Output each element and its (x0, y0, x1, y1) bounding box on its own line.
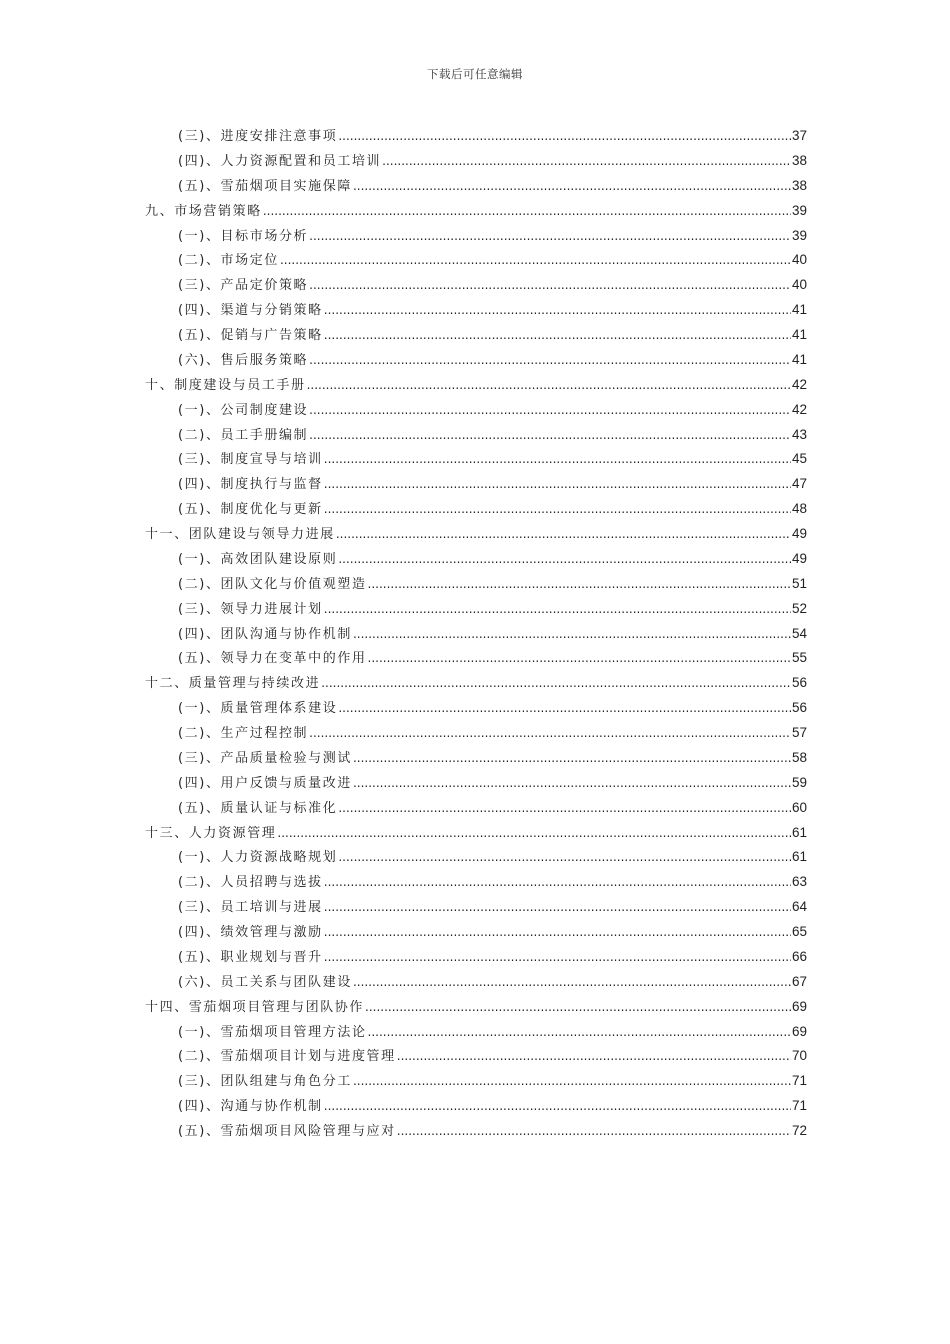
toc-dot-leader (309, 224, 791, 249)
toc-dot-leader (307, 373, 791, 398)
toc-dot-leader (324, 895, 791, 920)
toc-dot-leader (309, 348, 791, 373)
toc-entry-page-number: 58 (791, 749, 807, 765)
toc-section-entry[interactable] (145, 447, 807, 472)
toc-section-entry[interactable] (145, 298, 807, 323)
toc-section-entry[interactable] (145, 895, 807, 920)
toc-entry-page-number: 41 (791, 327, 807, 342)
toc-entry-page-number: 38 (791, 152, 807, 168)
toc-dot-leader (324, 472, 791, 497)
toc-dot-leader (368, 572, 791, 597)
toc-entry-page-number: 52 (791, 600, 807, 616)
toc-entry-page-number: 60 (791, 799, 807, 815)
toc-entry-page-number: 71 (791, 1098, 807, 1114)
toc-entry-label: (一)、公司制度建设 (178, 402, 309, 418)
toc-entry-page-number: 48 (791, 501, 807, 517)
toc-section-entry[interactable] (145, 721, 807, 746)
toc-entry-label: (四)、人力资源配置和员工培训 (178, 153, 382, 169)
toc-dot-leader (353, 970, 791, 995)
toc-section-entry[interactable] (145, 224, 807, 249)
toc-dot-leader (338, 845, 791, 870)
toc-section-entry[interactable] (145, 497, 807, 522)
toc-dot-leader (324, 298, 791, 323)
toc-dot-leader (309, 273, 791, 298)
toc-dot-leader (353, 174, 791, 199)
toc-chapter-entry[interactable] (145, 522, 807, 547)
toc-entry-label: (二)、雪茄烟项目计划与进度管理 (178, 1049, 396, 1065)
toc-dot-leader (324, 945, 791, 970)
toc-entry-label: (三)、产品定价策略 (178, 278, 309, 294)
toc-entry-label: (五)、职业规划与晋升 (178, 949, 323, 965)
toc-dot-leader (368, 1020, 791, 1045)
toc-entry-label: 十三、人力资源管理 (145, 825, 277, 841)
toc-dot-leader (324, 497, 791, 522)
toc-entry-page-number: 69 (791, 998, 807, 1014)
toc-entry-label: (五)、雪茄烟项目实施保障 (178, 178, 352, 194)
toc-entry-label: 十一、团队建设与领导力进展 (145, 527, 335, 542)
toc-dot-leader (324, 447, 791, 472)
toc-section-entry[interactable] (145, 472, 807, 497)
toc-dot-leader (365, 995, 791, 1020)
toc-section-entry[interactable] (145, 970, 807, 995)
toc-dot-leader (397, 1044, 791, 1069)
toc-dot-leader (324, 1094, 791, 1119)
toc-dot-leader (309, 721, 791, 746)
toc-dot-leader (338, 124, 791, 149)
toc-entry-page-number: 71 (791, 1073, 807, 1089)
toc-section-entry[interactable] (145, 622, 807, 647)
toc-entry-label: (一)、雪茄烟项目管理方法论 (178, 1024, 367, 1040)
toc-entry-label: (六)、售后服务策略 (178, 352, 309, 368)
toc-section-entry[interactable] (145, 696, 807, 721)
toc-entry-label: (三)、领导力进展计划 (178, 601, 323, 617)
toc-entry-label: (三)、进度安排注意事项 (178, 129, 338, 144)
toc-entry-page-number: 49 (791, 526, 807, 541)
toc-entry-label: (二)、生产过程控制 (178, 726, 309, 741)
toc-dot-leader (280, 248, 791, 273)
toc-entry-label: (一)、目标市场分析 (178, 228, 309, 244)
toc-dot-leader (324, 920, 791, 945)
toc-entry-label: (四)、沟通与协作机制 (178, 1099, 323, 1115)
toc-section-entry[interactable] (145, 1044, 807, 1069)
toc-section-entry[interactable] (145, 273, 807, 298)
toc-section-entry[interactable] (145, 1020, 807, 1045)
toc-entry-page-number: 49 (791, 550, 807, 566)
toc-dot-leader (324, 870, 791, 895)
toc-entry-page-number: 66 (791, 948, 807, 964)
toc-entry-page-number: 69 (791, 1023, 807, 1039)
toc-entry-page-number: 54 (791, 625, 807, 641)
toc-entry-page-number: 37 (791, 128, 807, 143)
toc-entry-label: (二)、员工手册编制 (178, 427, 309, 443)
toc-entry-page-number: 41 (791, 302, 807, 318)
toc-dot-leader (353, 746, 791, 771)
toc-dot-leader (263, 199, 791, 224)
toc-entry-page-number: 40 (791, 277, 807, 293)
toc-section-entry[interactable] (145, 1119, 807, 1144)
toc-dot-leader (353, 771, 791, 796)
toc-chapter-entry[interactable] (145, 821, 807, 846)
toc-section-entry[interactable] (145, 572, 807, 597)
toc-entry-label: (五)、领导力在变革中的作用 (178, 651, 367, 667)
toc-entry-label: (五)、促销与广告策略 (178, 328, 323, 343)
toc-entry-page-number: 67 (791, 973, 807, 989)
toc-dot-leader (321, 671, 791, 696)
toc-section-entry[interactable] (145, 423, 807, 448)
toc-entry-label: (一)、质量管理体系建设 (178, 701, 338, 717)
toc-section-entry[interactable] (145, 870, 807, 895)
toc-dot-leader (324, 597, 791, 622)
toc-entry-page-number: 39 (791, 227, 807, 243)
toc-entry-page-number: 42 (791, 401, 807, 417)
toc-dot-leader (338, 547, 791, 572)
toc-section-entry[interactable] (145, 323, 807, 348)
toc-section-entry[interactable] (145, 1094, 807, 1119)
toc-chapter-entry[interactable] (145, 373, 807, 398)
toc-entry-label: 十四、雪茄烟项目管理与团队协作 (145, 999, 365, 1015)
toc-entry-page-number: 38 (791, 177, 807, 193)
toc-dot-leader (353, 1069, 791, 1094)
toc-section-entry[interactable] (145, 945, 807, 970)
page-header-note: 下载后可任意编辑 (427, 67, 523, 81)
toc-dot-leader (397, 1119, 791, 1144)
toc-entry-label: (一)、人力资源战略规划 (178, 850, 338, 866)
toc-entry-page-number: 70 (791, 1048, 807, 1064)
toc-entry-label: (四)、绩效管理与激励 (178, 925, 323, 940)
toc-entry-label: 十二、质量管理与持续改进 (145, 676, 321, 692)
toc-entry-label: (五)、制度优化与更新 (178, 502, 323, 518)
toc-dot-leader (368, 646, 791, 671)
toc-section-entry[interactable] (145, 348, 807, 373)
toc-entry-page-number: 51 (791, 575, 807, 591)
toc-entry-page-number: 47 (791, 476, 807, 492)
toc-section-entry[interactable] (145, 746, 807, 771)
toc-entry-label: (五)、质量认证与标准化 (178, 800, 338, 816)
toc-section-entry[interactable] (145, 920, 807, 945)
toc-entry-label: (四)、制度执行与监督 (178, 477, 323, 493)
toc-dot-leader (309, 423, 791, 448)
toc-entry-label: (四)、团队沟通与协作机制 (178, 626, 352, 642)
toc-section-entry[interactable] (145, 646, 807, 671)
toc-entry-label: (五)、雪茄烟项目风险管理与应对 (178, 1124, 396, 1139)
toc-entry-page-number: 40 (791, 252, 807, 268)
toc-entry-label: (四)、渠道与分销策略 (178, 303, 323, 319)
toc-entry-page-number: 39 (791, 202, 807, 218)
toc-dot-leader (338, 796, 791, 821)
toc-section-entry[interactable] (145, 796, 807, 821)
toc-entry-label: (四)、用户反馈与质量改进 (178, 775, 352, 791)
toc-chapter-entry[interactable] (145, 995, 807, 1020)
toc-section-entry[interactable] (145, 771, 807, 796)
toc-entry-page-number: 45 (791, 451, 807, 467)
toc-entry-label: (三)、制度宣导与培训 (178, 452, 323, 468)
toc-entry-page-number: 72 (791, 1123, 807, 1138)
toc-entry-page-number: 59 (791, 774, 807, 790)
toc-dot-leader (353, 622, 791, 647)
toc-section-entry[interactable] (145, 174, 807, 199)
toc-entry-page-number: 56 (791, 700, 807, 716)
toc-section-entry[interactable] (145, 248, 807, 273)
toc-entry-page-number: 61 (791, 849, 807, 865)
toc-entry-label: (三)、员工培训与进展 (178, 900, 323, 916)
toc-entry-page-number: 65 (791, 924, 807, 939)
toc-section-entry[interactable] (145, 1069, 807, 1094)
toc-chapter-entry[interactable] (145, 199, 807, 224)
toc-entry-page-number: 61 (791, 824, 807, 840)
toc-entry-page-number: 42 (791, 376, 807, 392)
toc-entry-label: 九、市场营销策略 (145, 203, 262, 219)
toc-dot-leader (382, 149, 791, 174)
toc-entry-page-number: 64 (791, 899, 807, 915)
toc-dot-leader (309, 398, 791, 423)
toc-dot-leader (277, 821, 791, 846)
toc-entry-page-number: 57 (791, 725, 807, 740)
toc-dot-leader (336, 522, 791, 547)
toc-entry-page-number: 43 (791, 426, 807, 442)
toc-section-entry[interactable] (145, 124, 807, 149)
toc-section-entry[interactable] (145, 597, 807, 622)
toc-entry-page-number: 55 (791, 650, 807, 666)
table-of-contents (145, 124, 807, 1144)
toc-dot-leader (338, 696, 791, 721)
toc-entry-label: (一)、高效团队建设原则 (178, 551, 338, 567)
toc-section-entry[interactable] (145, 149, 807, 174)
toc-section-entry[interactable] (145, 398, 807, 423)
toc-section-entry[interactable] (145, 547, 807, 572)
toc-entry-label: 十、制度建设与员工手册 (145, 377, 306, 393)
toc-entry-label: (三)、团队组建与角色分工 (178, 1074, 352, 1090)
toc-entry-label: (二)、团队文化与价值观塑造 (178, 576, 367, 592)
toc-entry-label: (二)、人员招聘与选拔 (178, 875, 323, 891)
toc-entry-label: (二)、市场定位 (178, 253, 279, 269)
toc-entry-page-number: 56 (791, 675, 807, 691)
toc-section-entry[interactable] (145, 845, 807, 870)
toc-entry-label: (三)、产品质量检验与测试 (178, 750, 352, 766)
toc-dot-leader (324, 323, 791, 348)
toc-chapter-entry[interactable] (145, 671, 807, 696)
toc-entry-page-number: 41 (791, 351, 807, 367)
toc-entry-label: (六)、员工关系与团队建设 (178, 974, 352, 990)
toc-entry-page-number: 63 (791, 874, 807, 890)
